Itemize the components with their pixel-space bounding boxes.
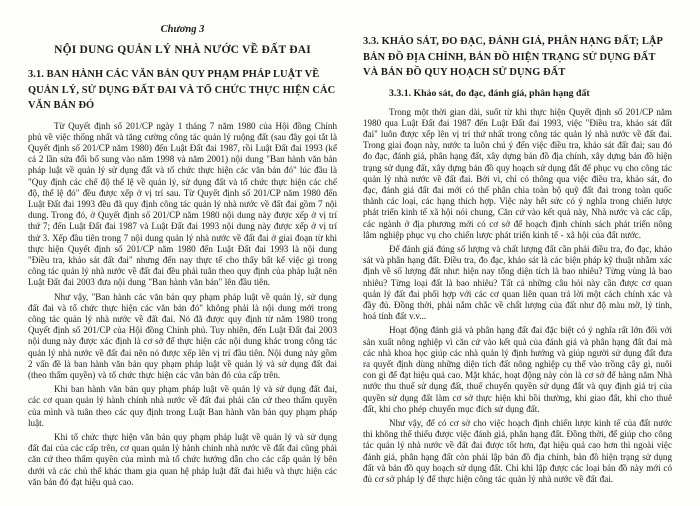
- paragraph: Để đánh giá đúng số lượng và chất lượng đất cần phải điều tra, đo đạc, khảo sát và phân hạng đất. Điều tra, đo đạc, khảo sát là các biện pháp kỹ thuật nhằm xác định về số lượng đất như: hiện nay tổng diện tích là bao nhiêu? Từng vùng là bao nhiêu? Từng loại đất là bao nhiêu? Tất cả những câu hỏi này cần được cơ quan quản lý đất đai phối hợp với các cơ quan liên quan trả lời một cách chính xác và đầy đủ. Đồng thời, phải nắm chắc về chất lượng của đất như độ màu mỡ, lý tính, hoá tính đất v.v...: [363, 243, 672, 322]
- paragraph: Như vậy, "Ban hành các văn bản quy phạm pháp luật về quản lý, sử dụng đất đai và tổ chức thực hiện các văn bản đó" không phải là nội dung mới trong công tác quản lý nhà nước về đất đai. Nó đã được quy định từ năm 1980 trong Quyết định số 201/CP của Hội đồng Chính phủ. Tuy nhiên, đến Luật Đất đai 2003 nội dung này được xác định là cơ sở để thực hiện các nội dung khác trong công tác quản lý nhà nước về đất đai nên nó được xếp lên vị trí đầu tiên. Nội dung này gồm 2 vấn đề là ban hành văn bản quy phạm pháp luật về quản lý và sử dụng đất đai (theo thẩm quyền) và tổ chức thực hiện các văn bản đó của cấp trên.: [28, 291, 337, 380]
- chapter-label: Chương 3: [160, 24, 205, 35]
- paragraph: Trong một thời gian dài, suốt từ khi thực hiện Quyết định số 201/CP năm 1980 qua Luật Đất đai 1987 đến Luật Đất đai 1993, việc "Điều tra, khảo sát đất đai" luôn được xếp lên vị trí thứ nhất trong công tác quản lý nhà nước về đất đai. Trong giai đoạn này, nước ta luôn chú ý đến việc điều tra, khảo sát đất đai; sau đó đo đạc, đánh giá, phân hạng đất, xây dựng bản đồ địa chính, xây dựng bản đồ hiện trạng sử dụng đất, xây dựng bản đồ quy hoạch sử dụng đất để phục vụ cho công tác quản lý nhà nước về đất đai. Bởi vì, chỉ có thông qua việc điều tra, khảo sát, đo đạc, đánh giá đất đai mới có thể phân chia toàn bộ quỹ đất đai trong toàn quốc thành các loại, các hạng thích hợp. Việc này hết sức có ý nghĩa trong chiến lược phát triển kinh tế xã hội nói chung, Căn cứ vào kết quả này, Nhà nước và các cấp, các ngành ở địa phương mới có cơ sở để hoạch định chính sách phát triển nông lâm nghiệp phục vụ cho chiến lược phát triển kinh tế - xã hội của đất nước.: [363, 106, 672, 240]
- subsection-heading-3-3-1: 3.3.1. Khảo sát, đo đạc, đánh giá, phân hạng đất: [389, 87, 590, 99]
- section-heading-3-3: 3.3. KHẢO SÁT, ĐO ĐẠC, ĐÁNH GIÁ, PHÂN HẠNG ĐẤT; LẬP BẢN ĐỒ ĐỊA CHÍNH, BẢN ĐỒ HIỆN TRẠNG SỬ DỤNG ĐẤT VÀ BẢN ĐỒ QUY HOẠCH SỬ DỤNG ĐẤT: [363, 36, 663, 78]
- paragraph: Khi tổ chức thực hiện văn bản quy phạm pháp luật về quản lý và sử dụng đất đai của các cấp trên, cơ quan quản lý hành chính nhà nước về đất đai cũng phải căn cứ theo thẩm quyền của mình mà tổ chức hướng dẫn cho các cấp quản lý bên dưới và các chủ thể khác tham gia quan hệ pháp luật đất đai hiểu và thực hiện các văn bản đó đạt hiệu quả cao.: [28, 431, 337, 487]
- right-page: [363, 18, 672, 498]
- paragraph: Khi ban hành văn bản quy phạm pháp luật về quản lý và sử dụng đất đai, các cơ quan quản lý hành chính nhà nước về đất đai phải căn cứ theo thẩm quyền của mình và tuân theo các quy định trong Luật Ban hành văn bản quy phạm pháp luật.: [28, 384, 337, 428]
- left-page-body: [28, 121, 337, 489]
- section-heading-3-1: 3.1. BAN HÀNH CÁC VĂN BẢN QUY PHẠM PHÁP LUẬT VỀ QUẢN LÝ, SỬ DỤNG ĐẤT ĐAI VÀ TỔ CHỨC THỰC HIỆN CÁC VĂN BẢN ĐÓ: [28, 69, 336, 111]
- paragraph: Từ Quyết định số 201/CP ngày 1 tháng 7 năm 1980 của Hội đồng Chính phủ về việc thống nhất và tăng cường công tác quản lý ruộng đất (sau đây gọi tắt là Quyết định số 201/CP năm 1980) đến Luật Đất đai 1987, rồi Luật Đất đai 1993 (kể cả 2 lần sửa đổi bổ sung vào năm 1998 và năm 2001) nội dung "Ban hành văn bản pháp luật về quản lý sử dụng đất và tổ chức thực hiện các văn bản đó" lúc đầu là "Quy định các chế độ thể lệ về quản lý, sử dụng đất và tổ chức thực hiện các chế độ, thể lệ đó" đều được xếp ở vị trí sau. Từ Quyết định số 201/CP năm 1980 đến Luật Đất đai 1993 đều đã quy định công tác quản lý nhà nước về đất đai gồm 7 nội dung. Trong đó, ở Quyết định số 201/CP năm 1980 nội dung này được xếp ở vị trí thứ 7; đến Luật Đất đai 1987 và Luật Đất đai 1993 nội dung này được xếp ở vị trí thứ 3. Xếp đầu tiên trong 7 nội dung quản lý nhà nước về đất đai ở giai đoạn từ khi thực hiện Quyết định số 201/CP năm 1980 đến Luật Đất đai 1993 là nội dung "Điều tra, khảo sát đất đai" nhưng đến nay thực tế cho thấy bất kể việc gì trong công tác quản lý nhà nước về đất đai đều phải tuân theo quy định của pháp luật nên Luật Đất đai 2003 đưa nội dung "Ban hành văn bản" lên đầu tiên.: [28, 120, 337, 288]
- left-page: [28, 18, 337, 498]
- paragraph: Như vậy, để có cơ sở cho việc hoạch định chiến lược kinh tế của đất nước thì không thể thiếu được việc đánh giá, phân hạng đất. Đồng thời, để giúp cho công tác quản lý nhà nước về đất đai được tốt hơn, đạt hiệu quả cao hơn thì ngoài việc đánh giá, phân hạng đất còn phải lập bản đồ địa chính, bản đồ hiện trạng sử dụng đất và bản đồ quy hoạch sử dụng đất. Chỉ khi lập được các loại bản đồ này mới có đủ cơ sở pháp lý để thực hiện công tác quản lý nhà nước về đất đai.: [363, 417, 672, 484]
- chapter-title: NỘI DUNG QUẢN LÝ NHÀ NƯỚC VỀ ĐẤT ĐAI: [54, 44, 311, 56]
- right-page-body: [363, 107, 672, 486]
- paragraph: Hoạt động đánh giá và phân hạng đất đai đặc biệt có ý nghĩa rất lớn đối với sản xuất nông nghiệp vì căn cứ vào kết quả của đánh giá và phân hạng đất đai mà các nhà khoa học giúp các nhà quản lý định hướng và giúp người sử dụng đất đưa ra quyết định dùng những diện tích đất nông nghiệp cụ thể vào trồng cây gì, nuôi con gì để đạt hiệu quả cao. Mặt khác, hoạt động này còn là cơ sở để hàng năm Nhà nước thu thuế sử dụng đất, thuế chuyển quyền sử dụng đất và quy định giá trị của quyền sử dụng đất làm cơ sở thực hiện khi bồi thường, khi giao đất, khi cho thuê đất, khi cho phép chuyển mục đích sử dụng đất.: [363, 325, 672, 414]
